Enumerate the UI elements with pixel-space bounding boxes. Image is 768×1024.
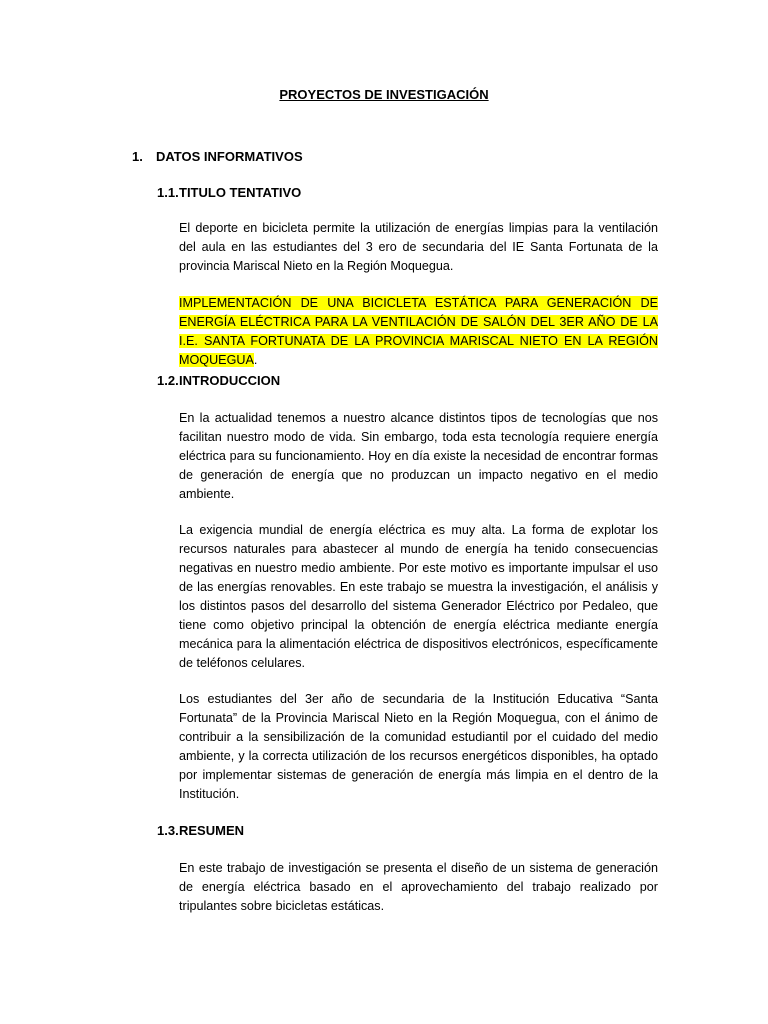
- section-heading-datos-informativos: [132, 148, 303, 166]
- section-number: 1.: [132, 149, 143, 164]
- subsection-number: 1.1.: [157, 185, 179, 200]
- highlighted-title-text: IMPLEMENTACIÓN DE UNA BICICLETA ESTÁTICA PARA GENERACIÓN DE ENERGÍA ELÉCTRICA PARA LA VENTILACIÓN DE SALÓN DEL 3ER AÑO DE LA I.E. SANTA FORTUNATA DE LA PROVINCIA MARISCAL NIETO EN LA REGIÓN MOQUEGUA: [179, 296, 658, 367]
- highlighted-title-period: .: [253, 353, 258, 367]
- section-label: DATOS INFORMATIVOS: [156, 149, 303, 164]
- highlighted-project-title: [179, 294, 658, 370]
- introduccion-paragraph-1: En la actualidad tenemos a nuestro alcance distintos tipos de tecnologías que nos facilitan nuestro modo de vida. Sin embargo, toda esta tecnología requiere energía eléctrica para su funcionamiento. Hoy en día existe la necesidad de encontrar formas de generación de energía que no produzcan un impacto negativo en el medio ambiente.: [179, 411, 658, 501]
- introduccion-paragraph-2: La exigencia mundial de energía eléctrica es muy alta. La forma de explotar los recursos naturales para abastecer al mundo de energía ha tenido consecuencias negativas en nuestro medio ambiente. Por este motivo es importante impulsar el uso de las energías renovables. En este trabajo se muestra la investigación, el análisis y los distintos pasos del desarrollo del sistema Generador Eléctrico por Pedaleo, que tiene como objetivo principal la obtención de energía eléctrica mediante energía mecánica para la alimentación eléctrica de dispositivos electrónicos, específicamente de teléfonos celulares.: [179, 523, 658, 670]
- subsection-label: TITULO TENTATIVO: [179, 185, 302, 200]
- resumen-paragraph: En este trabajo de investigación se presenta el diseño de un sistema de generación de energía eléctrica basado en el aprovechamiento del trabajo realizado por tripulantes sobre bicicletas estáticas.: [179, 861, 658, 913]
- titulo-tentativo-paragraph: El deporte en bicicleta permite la utilización de energías limpias para la ventilación del aula en las estudiantes del 3 ero de secundaria del IE Santa Fortunata de la provincia Mariscal Nieto en la Región Moquegua.: [179, 221, 658, 273]
- subsection-heading-titulo-tentativo: [157, 184, 301, 202]
- subsection-number: 1.2.: [157, 373, 179, 388]
- subsection-heading-introduccion: [157, 372, 280, 390]
- document-title: PROYECTOS DE INVESTIGACIÓN: [279, 87, 489, 102]
- subsection-number: 1.3.: [157, 823, 179, 838]
- subsection-label: INTRODUCCION: [179, 373, 281, 388]
- introduccion-paragraph-3: Los estudiantes del 3er año de secundaria de la Institución Educativa “Santa Fortunata” de la Provincia Mariscal Nieto en la Región Moquegua, con el ánimo de contribuir a la sensibilización de la comunidad estudiantil por el cuidado del medio ambiente, y la correcta utilización de los recursos energéticos disponibles, ha optado por implementar sistemas de generación de energía más limpia en el dentro de la Institución.: [179, 692, 658, 801]
- subsection-label: RESUMEN: [179, 823, 245, 838]
- subsection-heading-resumen: [157, 822, 244, 840]
